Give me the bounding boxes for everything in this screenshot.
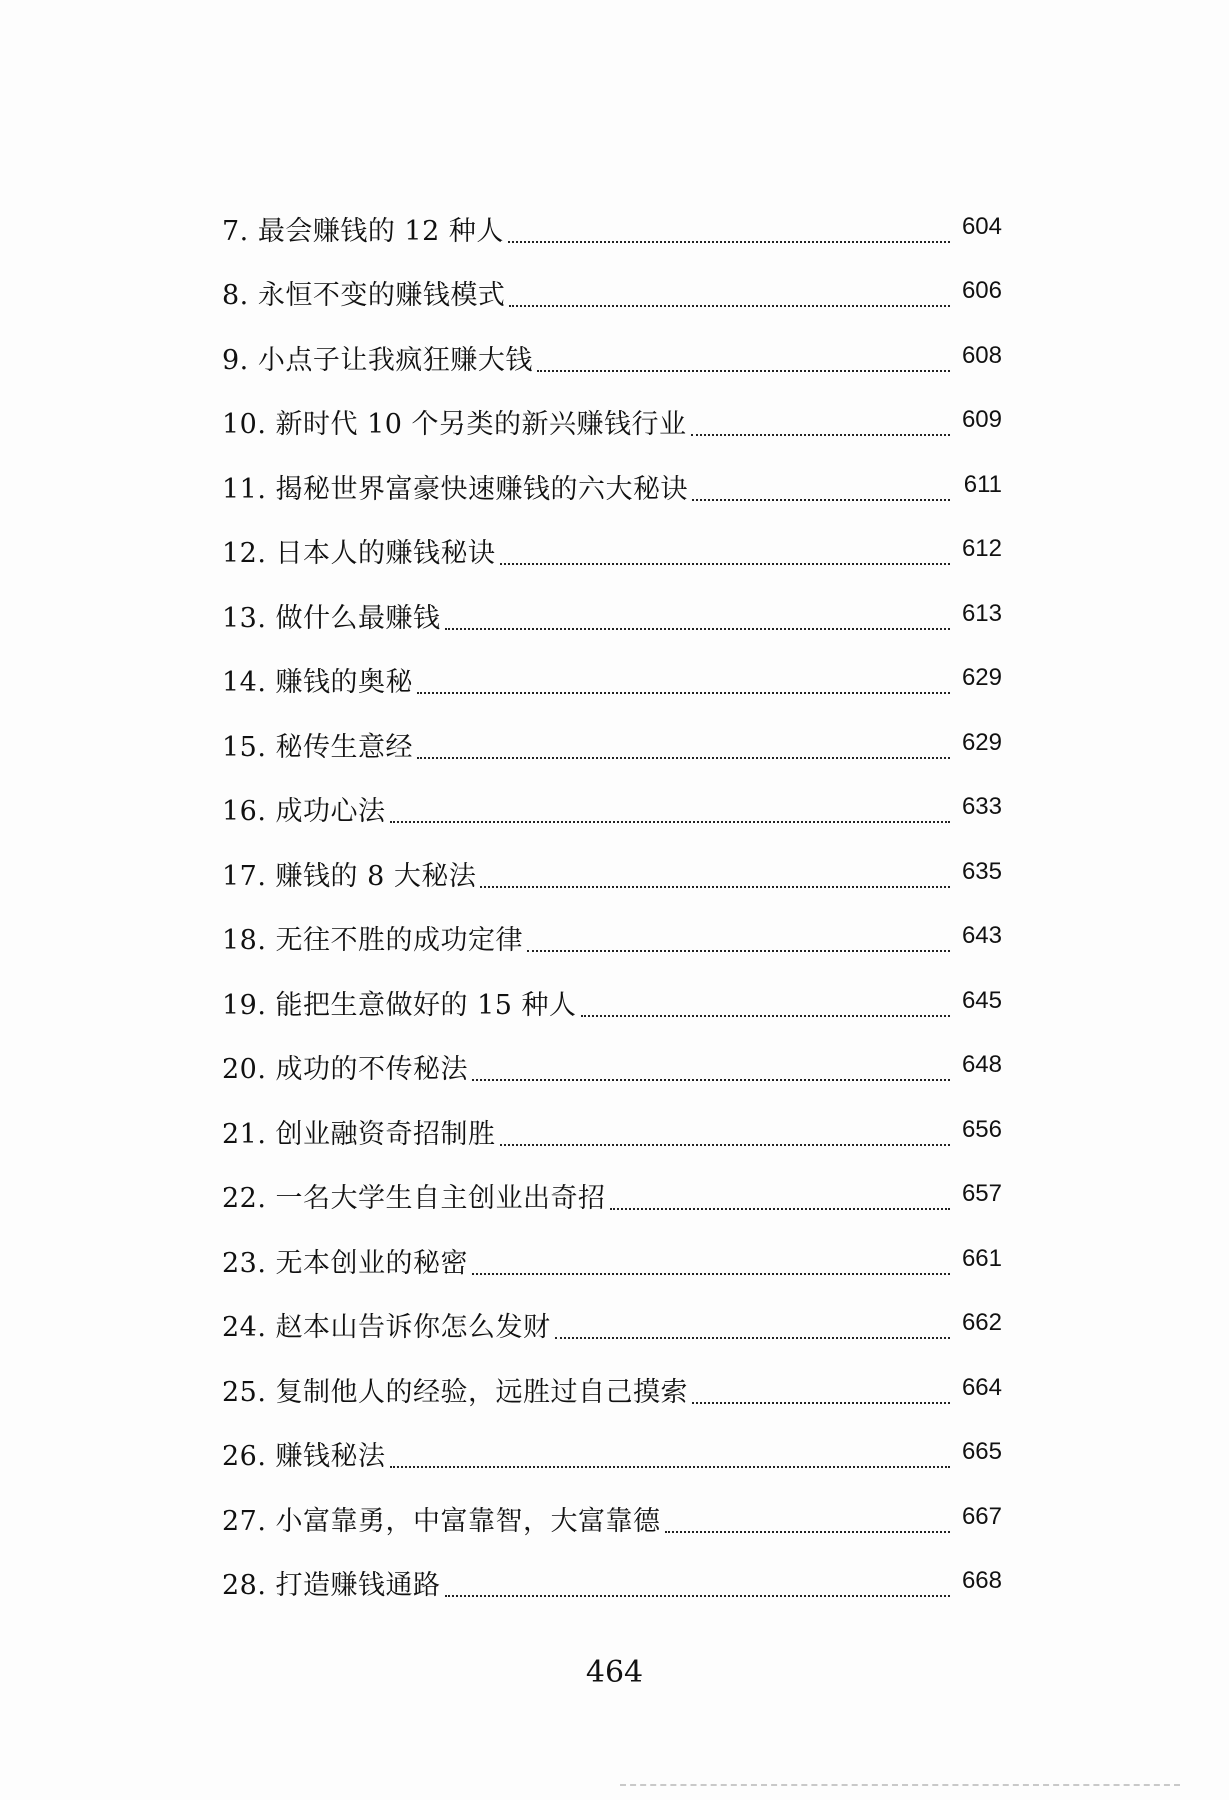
toc-entry [222,255,1002,320]
toc-entry-title: 15. 秘传生意经 [222,731,414,763]
toc-entry-page-number: 604 [961,212,1002,240]
toc-entry [222,448,1002,513]
dot-leader [610,1208,950,1210]
dot-leader [500,563,950,565]
dot-leader [581,1015,950,1017]
toc-entry-page-number: 635 [961,857,1002,885]
toc-entry-title: 25. 复制他人的经验，远胜过自己摸索 [222,1376,689,1408]
toc-entry-page-number: 643 [961,922,1002,949]
dot-leader [472,1273,950,1275]
toc-entry-title: 7. 最会赚钱的 12 种人 [222,215,504,247]
dot-leader [665,1531,950,1533]
scan-edge-line [620,1784,1180,1786]
toc-entry-title: 12. 日本人的赚钱秘诀 [222,538,496,569]
dot-leader [555,1337,950,1339]
toc-entry-page-number: 633 [961,793,1002,820]
toc-entry [222,513,1002,578]
toc-entry-page-number: 629 [961,728,1002,756]
toc-entry-title: 9. 小点子让我疯狂赚大钱 [222,344,533,376]
toc-entry-page-number: 664 [961,1373,1002,1401]
toc-entry-page-number: 662 [961,1309,1002,1336]
toc-entry-page-number: 612 [961,535,1002,562]
toc-entry-page-number: 661 [961,1244,1002,1272]
toc-entry-title: 13. 做什么最赚钱 [222,602,441,634]
toc-entry-page-number: 611 [963,470,1002,498]
toc-entry [222,642,1002,707]
toc-entry-page-number: 657 [961,1180,1002,1207]
dot-leader [509,305,950,307]
toc-entry-page-number: 656 [961,1115,1002,1143]
toc-entry [222,1029,1002,1094]
dot-leader [527,950,950,952]
dot-leader [500,1144,950,1146]
toc-entry [222,771,1002,836]
toc-entry [222,706,1002,771]
toc-entry-title: 24. 赵本山告诉你怎么发财 [222,1312,551,1343]
dot-leader [692,1402,950,1404]
toc-entry-page-number: 608 [961,341,1002,369]
dot-leader [445,628,950,630]
toc-entry-title: 20. 成功的不传秘法 [222,1054,469,1085]
dot-leader [537,370,950,372]
toc-entry-title: 18. 无往不胜的成功定律 [222,925,524,956]
toc-entry-title: 21. 创业融资奇招制胜 [222,1118,496,1150]
toc-entry [222,1158,1002,1223]
toc-entry-title: 11. 揭秘世界富豪快速赚钱的六大秘诀 [222,473,689,505]
toc-entry [222,384,1002,449]
toc-entry [222,1093,1002,1158]
toc-entry-title: 26. 赚钱秘法 [222,1441,386,1472]
toc-entry [222,190,1002,255]
page-number: 464 [585,1655,644,1690]
toc-entry-title: 27. 小富靠勇，中富靠智，大富靠德 [222,1505,661,1537]
dot-leader [390,821,950,823]
dot-leader [417,692,950,694]
toc-entry-title: 22. 一名大学生自主创业出奇招 [222,1183,606,1214]
toc-entry-page-number: 668 [961,1567,1002,1594]
toc-entry-title: 10. 新时代 10 个另类的新兴赚钱行业 [222,409,687,440]
dot-leader [692,499,950,501]
dot-leader [390,1466,950,1468]
dot-leader [508,241,950,243]
toc-entry [222,964,1002,1029]
toc-entry-page-number: 609 [961,406,1002,433]
dot-leader [445,1595,950,1597]
table-of-contents [222,190,1002,1609]
toc-entry-page-number: 645 [961,986,1002,1014]
toc-entry-page-number: 665 [961,1438,1002,1465]
toc-entry-title: 28. 打造赚钱通路 [222,1570,441,1601]
toc-entry [222,1416,1002,1481]
toc-entry [222,1480,1002,1545]
toc-entry-page-number: 606 [961,277,1002,304]
toc-entry-page-number: 667 [961,1502,1002,1530]
toc-entry [222,900,1002,965]
toc-entry [222,1545,1002,1610]
dot-leader [417,757,950,759]
toc-entry-title: 19. 能把生意做好的 15 种人 [222,989,577,1021]
toc-entry [222,835,1002,900]
dot-leader [480,886,950,888]
toc-entry-title: 17. 赚钱的 8 大秘法 [222,860,477,892]
toc-entry-page-number: 613 [961,599,1002,627]
toc-entry-title: 23. 无本创业的秘密 [222,1247,469,1279]
toc-entry [222,1287,1002,1352]
toc-entry [222,1351,1002,1416]
dot-leader [691,434,950,436]
toc-entry [222,319,1002,384]
toc-entry [222,577,1002,642]
toc-entry-title: 14. 赚钱的奥秘 [222,667,414,698]
toc-entry-page-number: 648 [961,1051,1002,1078]
toc-entry [222,1222,1002,1287]
toc-entry-title: 8. 永恒不变的赚钱模式 [222,280,506,311]
toc-entry-title: 16. 成功心法 [222,796,386,827]
dot-leader [472,1079,950,1081]
toc-entry-page-number: 629 [961,664,1002,691]
